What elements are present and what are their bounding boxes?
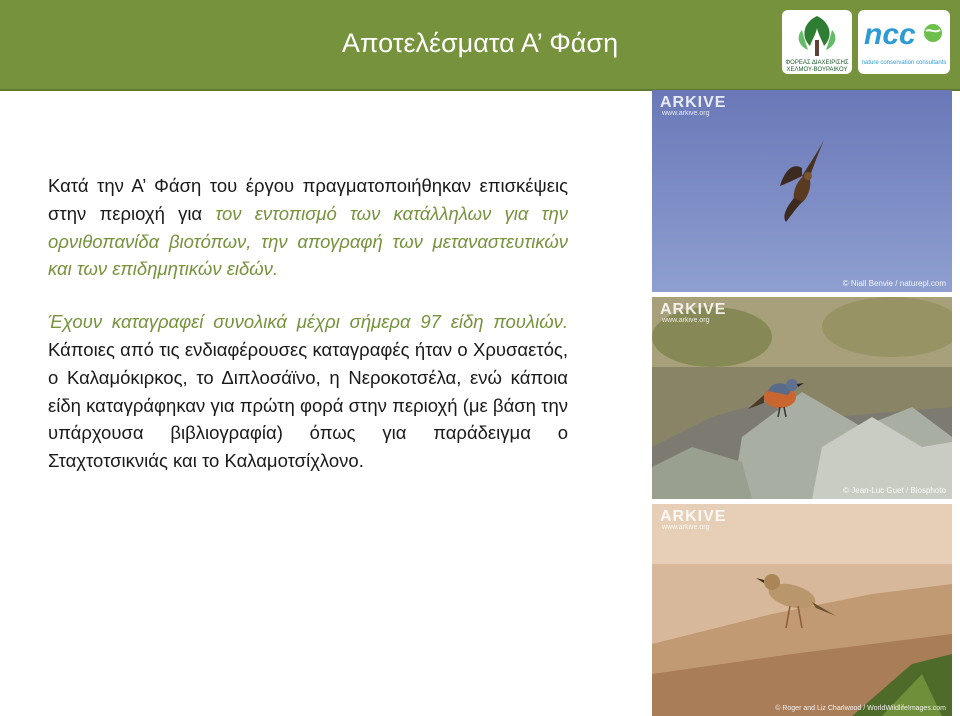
ncc-wordmark: ncc	[864, 18, 916, 51]
paragraph-2	[48, 308, 568, 475]
paragraph-1-highlight: τον εντοπισμό των κατάλληλων για την ορνιθοπανίδα βιοτόπων, την απογραφή των μεταναστευτικών και των επιδημητικών ειδών.	[48, 202, 568, 280]
ncc-logo	[858, 10, 950, 74]
photo-credit: © Jean-Luc Guet / Biosphoto	[843, 486, 946, 495]
arkive-brand: ARKIVE	[660, 94, 727, 111]
pipit-image	[652, 504, 952, 716]
photo-credit: © Niall Benvie / naturepl.com	[842, 279, 946, 288]
photo-pipit	[652, 504, 952, 716]
arkive-url: www.arkive.org	[662, 317, 710, 324]
ncc-caption: nature conservation consultants	[861, 60, 947, 66]
slide-title: Αποτελέσματα Α’ Φάση	[341, 28, 619, 58]
paragraph-2-highlight: Έχουν καταγραφεί συνολικά μέχρι σήμερα 97 είδη πουλιών.	[48, 311, 568, 333]
arkive-brand: ARKIVE	[660, 301, 727, 318]
body-text	[48, 172, 568, 500]
paragraph-1	[48, 172, 568, 283]
eagle-image	[652, 90, 952, 292]
paragraph-1-text: Κατά την Α’ Φάση του έργου πραγματοποιήθηκαν επισκέψεις στην περιοχή για	[48, 175, 568, 224]
arkive-url: www.arkive.org	[662, 110, 710, 117]
arkive-url: www.arkive.org	[662, 524, 710, 531]
photo-rock-thrush	[652, 297, 952, 499]
rock-thrush-image	[652, 297, 952, 499]
photo-golden-eagle	[652, 90, 952, 292]
photo-credit: © Roger and Liz Charlwood / WorldWildlifeImages.com	[775, 705, 946, 712]
globe-icon	[922, 22, 944, 44]
tree-emblem-icon	[782, 10, 852, 60]
forest-management-logo	[782, 10, 852, 74]
paragraph-2-text: Κάποιες από τις ενδιαφέρουσες καταγραφές ήταν ο Χρυσαετός, ο Καλαμόκιρκος, το Διπλοσάϊνο, η Νεροκοτσέλα, ενώ κάποια είδη καταγράφηκαν για πρώτη φορά στην περιοχή (με βάση την υπάρχουσα βιβλιογραφία) όπως για παράδειγμα ο Σταχτοτσικνιάς και το Καλαμοτσίχλονο.	[48, 338, 568, 472]
arkive-brand: ARKIVE	[660, 508, 727, 525]
logo-caption: ΦΟΡΕΑΣ ΔΙΑΧΕΙΡΙΣΗΣ ΧΕΛΜΟΥ-ΒΟΥΡΑΙΚΟΥ	[785, 60, 849, 73]
